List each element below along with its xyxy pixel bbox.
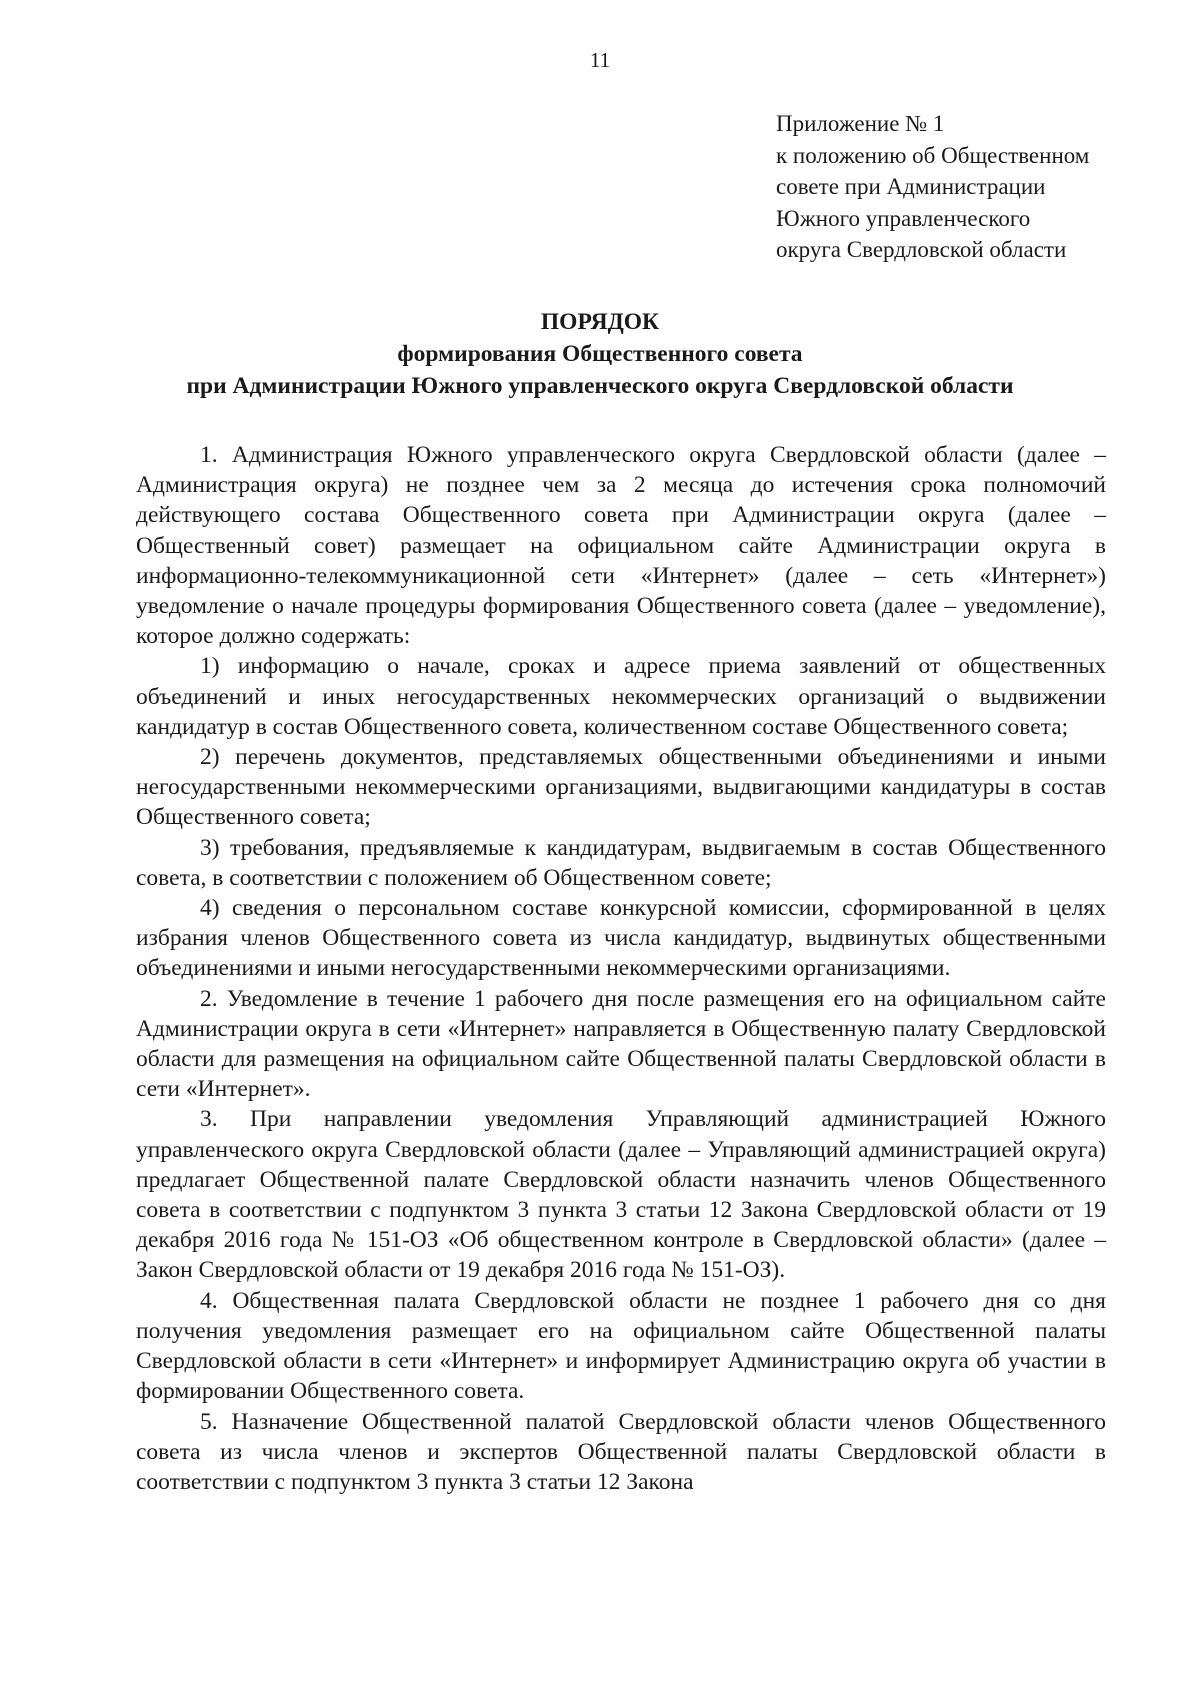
appendix-line: совете при Администрации: [776, 174, 1046, 199]
paragraph: 2. Уведомление в течение 1 рабочего дня после размещения его на официальном сайте Администрации округа в сети «Интернет» направляется в Общественную палату Свердловской области для размещения на официальном сайте Общественной палаты Свердловской области в сети «Интернет».: [136, 985, 1106, 1103]
paragraph: 1. Администрация Южного управленческого округа Свердловской области (далее – Администрация округа) не позднее чем за 2 месяца до истечения срока полномочий действующего состава Общественного совета при Администрации округа (далее – Общественный совет) размещает на официальном сайте Администрации округа в информационно-телекоммуникационной сети «Интернет» (далее – сеть «Интернет») уведомление о начале процедуры формирования Общественного совета (далее – уведомление), которое должно содержать:: [136, 442, 1106, 650]
appendix-block: [776, 108, 1176, 266]
title-line: при Администрации Южного управленческого округа Свердловской области: [186, 373, 1014, 399]
document-body: [136, 440, 1106, 1497]
paragraph: 4. Общественная палата Свердловской области не позднее 1 рабочего дня со дня получения уведомления размещает его на официальном сайте Общественной палаты Свердловской области в сети «Интернет» и информирует Администрацию округа об участии в формировании Общественного совета.: [136, 1287, 1106, 1405]
paragraph: 5. Назначение Общественной палатой Свердловской области членов Общественного совета из числа членов и экспертов Общественной палаты Свердловской области в соответствии с подпунктом 3 пункта 3 статьи 12 Закона: [136, 1408, 1106, 1495]
paragraph: 1) информацию о начале, сроках и адресе приема заявлений от общественных объединений и иных негосударственных некоммерческих организаций о выдвижении кандидатур в состав Общественного совета, количественном составе Общественного совета;: [136, 653, 1106, 740]
page-number: 11: [589, 48, 611, 72]
title-main: ПОРЯДОК: [540, 309, 660, 335]
paragraph: 3) требования, предъявляемые к кандидатурам, выдвигаемым в состав Общественного совета, в соответствии с положением об Общественном совете;: [136, 834, 1106, 891]
paragraph: 2) перечень документов, представляемых общественными объединениями и иными негосударственными некоммерческими организациями, выдвигающими кандидатуры в состав Общественного совета;: [136, 744, 1106, 831]
title-line: формирования Общественного совета: [397, 341, 803, 367]
appendix-line: Приложение № 1: [776, 111, 945, 136]
appendix-line: к положению об Общественном: [776, 142, 1090, 168]
appendix-line: округа Свердловской области: [776, 237, 1067, 262]
document-title: [0, 306, 1200, 402]
paragraph: 4) сведения о персональном составе конкурсной комиссии, сформированной в целях избрания членов Общественного совета из числа кандидатур, выдвинутых общественными объединениями и иными негосударственными некоммерческими организациями.: [136, 895, 1106, 982]
paragraph: 3. При направлении уведомления Управляющий администрацией Южного управленческого округа Свердловской области (далее – Управляющий администрацией округа) предлагает Общественной палате Свердловской области назначить членов Общественного совета в соответствии с подпунктом 3 пункта 3 статьи 12 Закона Свердловской области от 19 декабря 2016 года № 151-ОЗ «Об общественном контроле в Свердловской области» (далее – Закон Свердловской области от 19 декабря 2016 года № 151-ОЗ).: [136, 1106, 1106, 1284]
appendix-line: Южного управленческого: [776, 205, 1031, 231]
